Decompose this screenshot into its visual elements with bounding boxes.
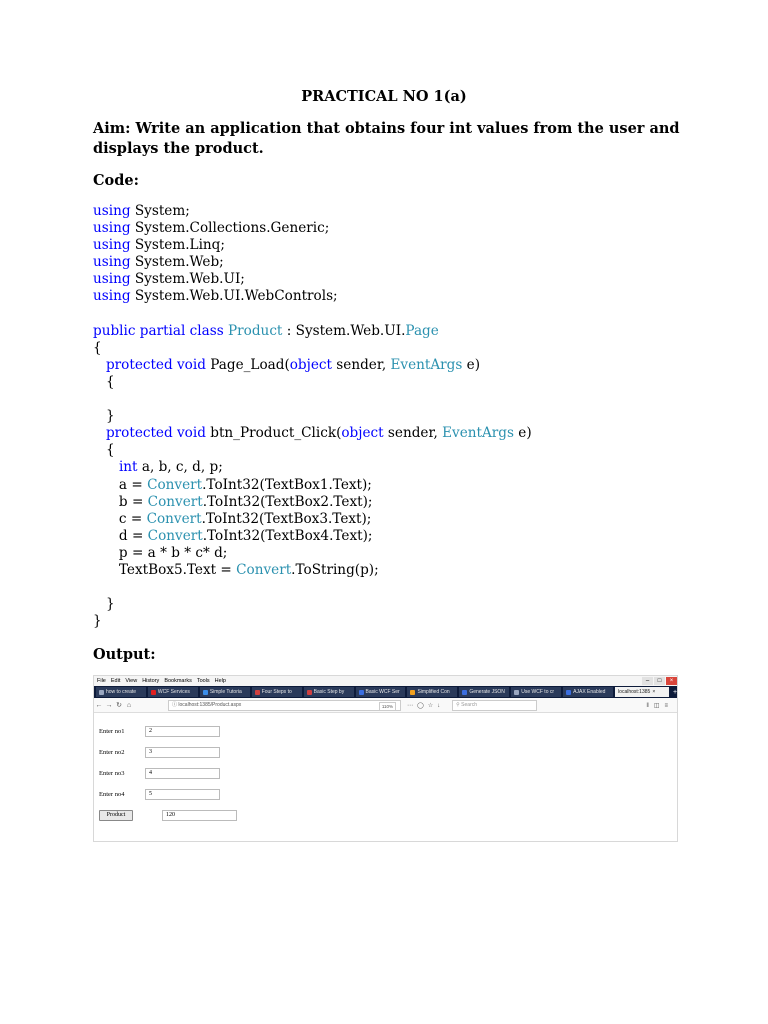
result-output[interactable]: 120: [162, 810, 237, 821]
code-line: [93, 459, 532, 476]
tab-label: localhost:1385: [618, 689, 651, 695]
field-label: Enter no1: [99, 728, 125, 735]
code-text: {: [93, 339, 102, 356]
home-icon[interactable]: ⌂: [126, 701, 132, 709]
maximize-icon[interactable]: □: [654, 677, 665, 685]
code-keyword: using: [93, 254, 131, 271]
code-text: d =: [93, 527, 148, 544]
code-keyword: using: [93, 220, 131, 237]
page-actions: [407, 702, 444, 709]
field-label: Enter no4: [99, 791, 125, 798]
code-line: [93, 220, 532, 237]
code-text: }: [93, 613, 102, 630]
product-button[interactable]: Product: [99, 810, 133, 821]
number-input-2[interactable]: 3: [145, 747, 220, 758]
code-type: EventArgs: [390, 356, 463, 373]
browser-tab[interactable]: [459, 687, 509, 697]
code-type: Convert: [236, 561, 292, 578]
code-keyword: using: [93, 288, 131, 305]
code-text: System.Linq;: [130, 237, 225, 254]
tab-label: Simplified Con: [417, 689, 450, 695]
code-line: [93, 391, 532, 408]
code-text: [93, 357, 106, 373]
menu-item-view[interactable]: View: [125, 678, 138, 684]
tab-label: WCF Services: [157, 689, 190, 695]
code-line: [93, 425, 532, 442]
code-line: [93, 579, 532, 596]
favicon-icon: [462, 690, 467, 695]
code-type: Page: [405, 322, 439, 339]
window-controls: [641, 676, 677, 686]
menu-item-bookmarks[interactable]: Bookmarks: [164, 678, 192, 684]
code-type: Convert: [147, 476, 203, 493]
favicon-icon: [151, 690, 156, 695]
code-type: EventArgs: [442, 425, 514, 442]
tab-label: Basic Step by: [313, 689, 345, 695]
code-keyword: using: [93, 203, 131, 219]
code-text: e): [513, 425, 532, 442]
code-text: System.Collections.Generic;: [130, 220, 330, 237]
code-keyword: using: [93, 271, 131, 288]
favicon-icon: [255, 690, 260, 695]
code-text: TextBox5.Text =: [93, 561, 237, 578]
code-line: [93, 442, 532, 459]
search-input[interactable]: [452, 700, 537, 711]
code-line: [93, 545, 532, 562]
code-line: [93, 237, 532, 254]
code-text: a, b, c, d, p;: [137, 459, 223, 476]
code-line: [93, 477, 532, 494]
code-line: [93, 596, 532, 613]
more-icon[interactable]: ⋯: [407, 702, 417, 709]
download-icon[interactable]: ↓: [437, 702, 445, 709]
sidebar-icon[interactable]: ◫: [653, 702, 665, 709]
browser-tab[interactable]: [148, 687, 198, 697]
field-label: Enter no3: [99, 770, 125, 777]
browser-tab[interactable]: [563, 687, 613, 697]
menu-item-help[interactable]: Help: [214, 678, 226, 684]
code-keyword: using: [93, 237, 131, 254]
code-type: Product: [228, 322, 283, 339]
form-row: [99, 728, 152, 735]
code-text: b =: [93, 493, 148, 510]
favicon-icon: [307, 690, 312, 695]
form-row: [99, 749, 152, 756]
close-icon[interactable]: ×: [666, 677, 677, 685]
aim-paragraph: Aim: Write an application that obtains four int values from the user and displays the product.: [93, 120, 680, 157]
code-text: System.Web.UI.WebControls;: [130, 288, 338, 305]
browser-tab[interactable]: [407, 687, 457, 697]
number-input-1[interactable]: 2: [145, 726, 220, 737]
code-line: [93, 562, 532, 579]
tab-label: how to create: [106, 689, 137, 695]
tab-label: Simple Tutoria: [209, 689, 242, 695]
favicon-icon: [359, 690, 364, 695]
code-text: .ToInt32(TextBox2.Text);: [202, 493, 373, 510]
code-text: System;: [130, 203, 190, 219]
form-row: [99, 770, 152, 777]
page-title: PRACTICAL NO 1(a): [301, 88, 467, 105]
back-icon[interactable]: ←: [95, 701, 103, 709]
browser-tab-active[interactable]: [615, 687, 669, 697]
url-text: localhost:1385/Product.aspx: [178, 701, 242, 708]
code-keyword: object: [289, 356, 332, 373]
code-text: {: [93, 442, 115, 459]
tab-label: Four Steps to: [261, 689, 292, 695]
browser-menubar: [94, 676, 677, 686]
code-type: Convert: [147, 493, 203, 510]
code-line: [93, 288, 532, 305]
output-heading: Output:: [93, 646, 156, 663]
code-text: }: [93, 596, 115, 613]
code-heading: Code:: [93, 172, 139, 189]
code-keyword: protected void: [105, 425, 206, 442]
code-text: .ToInt32(TextBox3.Text);: [201, 510, 372, 527]
favicon-icon: [410, 690, 415, 695]
favicon-icon: [514, 690, 519, 695]
bookmark-star-icon[interactable]: ☆: [427, 702, 438, 709]
code-type: Convert: [146, 510, 202, 527]
code-line: [93, 511, 532, 528]
code-line: [93, 374, 532, 391]
code-text: sender,: [331, 356, 391, 373]
code-line: [93, 408, 532, 425]
code-line: [93, 323, 532, 340]
new-tab-icon[interactable]: +: [672, 688, 678, 696]
code-text: [93, 459, 119, 475]
menu-item-edit[interactable]: Edit: [110, 678, 121, 684]
browser-tab[interactable]: [96, 687, 146, 697]
code-text: .ToInt32(TextBox1.Text);: [202, 476, 372, 493]
number-input-3[interactable]: 4: [145, 768, 220, 779]
search-icon: ⚲: [456, 701, 460, 708]
code-line: [93, 271, 532, 288]
reload-icon[interactable]: ↻: [116, 702, 122, 709]
menu-item-tools[interactable]: Tools: [196, 678, 210, 684]
code-text: Page_Load(: [205, 356, 290, 373]
favicon-icon: [203, 690, 208, 695]
browser-tab[interactable]: [356, 687, 406, 697]
code-text: sender,: [383, 425, 443, 442]
tab-close-icon[interactable]: ×: [652, 689, 656, 695]
tab-label: AJAX Enabled: [573, 689, 606, 695]
code-line: [93, 357, 532, 374]
search-placeholder: Search: [461, 701, 478, 708]
code-text: .ToInt32(TextBox4.Text);: [202, 527, 373, 544]
code-block: [93, 203, 532, 630]
tab-label: Use WCF to cr: [521, 689, 555, 695]
browser-tabbar: [94, 686, 677, 698]
code-text: p = a * b * c* d;: [93, 544, 228, 561]
form-row: [99, 791, 152, 798]
tab-label: Basic WCF Ser: [365, 689, 400, 695]
code-line: [93, 254, 532, 271]
code-text: a =: [93, 476, 148, 493]
code-type: Convert: [147, 527, 203, 544]
pocket-icon[interactable]: ◯: [417, 702, 428, 709]
code-line: [93, 613, 532, 630]
code-text: btn_Product_Click(: [205, 425, 342, 442]
url-bar[interactable]: [168, 700, 401, 711]
code-text: }: [93, 408, 115, 425]
tab-label: Generate JSON: [469, 689, 505, 695]
code-text: {: [93, 373, 115, 390]
code-line: [93, 528, 532, 545]
browser-tab[interactable]: [252, 687, 302, 697]
minimize-icon[interactable]: –: [642, 677, 653, 685]
code-text: : System.Web.UI.: [282, 322, 406, 339]
toolbar-icons: [646, 702, 673, 709]
code-line: [93, 203, 532, 220]
menu-item-file[interactable]: File: [97, 678, 106, 684]
code-text: c =: [93, 510, 147, 527]
info-icon: ⓘ: [172, 701, 178, 708]
browser-navbar: [94, 698, 677, 713]
favicon-icon: [566, 690, 571, 695]
code-text: System.Web;: [130, 254, 224, 271]
field-label: Enter no2: [99, 749, 125, 756]
code-text: .ToString(p);: [291, 561, 379, 578]
number-input-4[interactable]: 5: [145, 789, 220, 800]
browser-screenshot: [93, 675, 678, 842]
zoom-level[interactable]: 110%: [379, 702, 396, 711]
browser-tab[interactable]: [200, 687, 250, 697]
library-icon[interactable]: ‖: [646, 702, 654, 709]
forward-icon[interactable]: →: [105, 701, 113, 709]
code-keyword: object: [341, 425, 384, 442]
favicon-icon: [99, 690, 104, 695]
code-keyword: protected void: [105, 356, 206, 373]
menu-icon[interactable]: ≡: [664, 702, 673, 709]
code-line: [93, 494, 532, 511]
browser-tab[interactable]: [511, 687, 561, 697]
menu-item-history[interactable]: History: [142, 678, 160, 684]
browser-tab[interactable]: [304, 687, 354, 697]
code-text: System.Web.UI;: [130, 271, 245, 288]
code-text: [93, 425, 106, 441]
code-keyword: public partial class: [93, 322, 224, 339]
code-keyword: int: [118, 459, 138, 476]
code-line: [93, 340, 532, 357]
code-line: [93, 306, 532, 323]
code-text: e): [462, 356, 481, 373]
